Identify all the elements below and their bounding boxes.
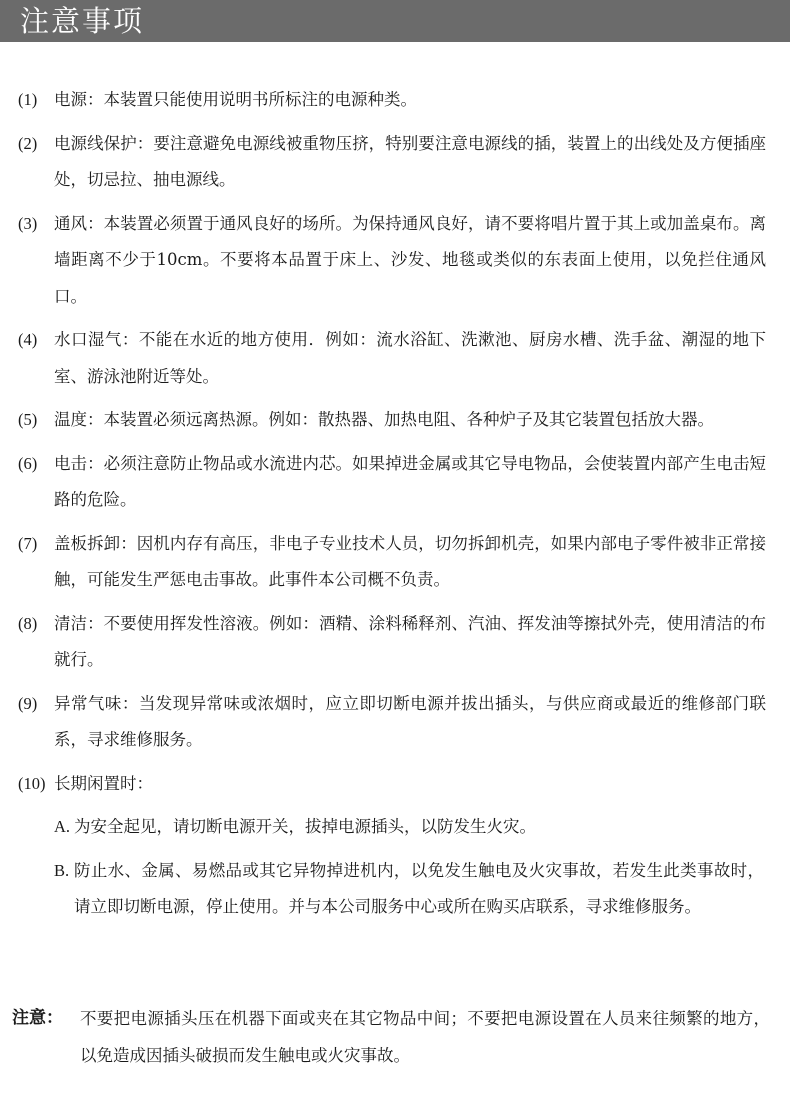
- list-item: [0, 766, 790, 803]
- note-text: 不要把电源插头压在机器下面或夹在其它物品中间；不要把电源设置在人员来往频繁的地方，以免造成因插头破损而发生触电或火灾事故。: [80, 1009, 770, 1065]
- item-text: 异常气味：当发现异常味或浓烟时，应立即切断电源并拔出插头，与供应商或最近的维修部门联系，寻求维修服务。: [54, 693, 766, 749]
- precautions-list: [0, 82, 790, 926]
- item-number: (5): [18, 410, 38, 429]
- note-block: [0, 1000, 790, 1074]
- item-text: 盖板拆卸：因机内存有高压，非电子专业技术人员，切勿拆卸机壳，如果内部电子零件被非正常接触，可能发生严惩电击事故。此事件本公司概不负责。: [54, 533, 766, 589]
- item-text: 温度：本装置必须远离热源。例如：散热器、加热电阻、各种炉子及其它装置包括放大器。: [54, 410, 714, 429]
- item-text: 电源线保护：要注意避免电源线被重物压挤，特别要注意电源线的插，装置上的出线处及方便插座处，切忌拉、抽电源线。: [54, 133, 766, 189]
- sub-item-letter: B.: [54, 860, 70, 880]
- item-number: (2): [18, 133, 38, 153]
- page-title: 注意事项: [20, 4, 145, 38]
- item-number: (8): [18, 613, 38, 633]
- sub-list-item: [0, 853, 790, 926]
- list-item: [0, 686, 790, 759]
- list-item: [0, 206, 790, 316]
- item-number: (9): [18, 693, 38, 713]
- item-text: 通风：本装置必须置于通风良好的场所。为保持通风良好，请不要将唱片置于其上或加盖桌布。离墙距离不少于10cm。不要将本品置于床上、沙发、地毯或类似的东表面上使用，以免拦住通风口。: [54, 213, 766, 306]
- item-text: 水口湿气：不能在水近的地方使用．例如：流水浴缸、洗漱池、厨房水槽、洗手盆、潮湿的地下室、游泳池附近等处。: [54, 330, 766, 386]
- list-item: [0, 82, 790, 119]
- list-item: [0, 526, 790, 599]
- item-number: (6): [18, 453, 38, 473]
- item-number: (10): [18, 773, 46, 793]
- item-number: (3): [18, 213, 38, 233]
- sub-item-letter: A.: [54, 817, 71, 836]
- list-item: [0, 402, 790, 439]
- list-item: [0, 446, 790, 519]
- list-item: [0, 606, 790, 679]
- item-number: (1): [18, 90, 38, 109]
- list-item: [0, 126, 790, 199]
- header-bar: [0, 0, 790, 42]
- item-text: 电击：必须注意防止物品或水流进内芯。如果掉进金属或其它导电物品，会使装置内部产生电击短路的危险。: [54, 453, 766, 509]
- item-number: (4): [18, 330, 38, 349]
- item-text: 清洁：不要使用挥发性溶液。例如：酒精、涂料稀释剂、汽油、挥发油等擦拭外壳，使用清洁的布就行。: [54, 613, 766, 669]
- sub-item-text: 防止水、金属、易燃品或其它异物掉进机内，以免发生触电及火灾事故，若发生此类事故时，请立即切断电源，停止使用。并与本公司服务中心或所在购买店联系，寻求维修服务。: [74, 860, 764, 916]
- list-item: [0, 322, 790, 395]
- item-text: 长期闲置时：: [54, 773, 153, 793]
- note-label: 注意：: [12, 1008, 63, 1028]
- sub-list-item: [0, 809, 790, 846]
- item-text: 电源：本装置只能使用说明书所标注的电源种类。: [54, 90, 417, 109]
- item-number: (7): [18, 533, 38, 553]
- sub-item-text: 为安全起见，请切断电源开关，拔掉电源插头，以防发生火灾。: [74, 817, 536, 836]
